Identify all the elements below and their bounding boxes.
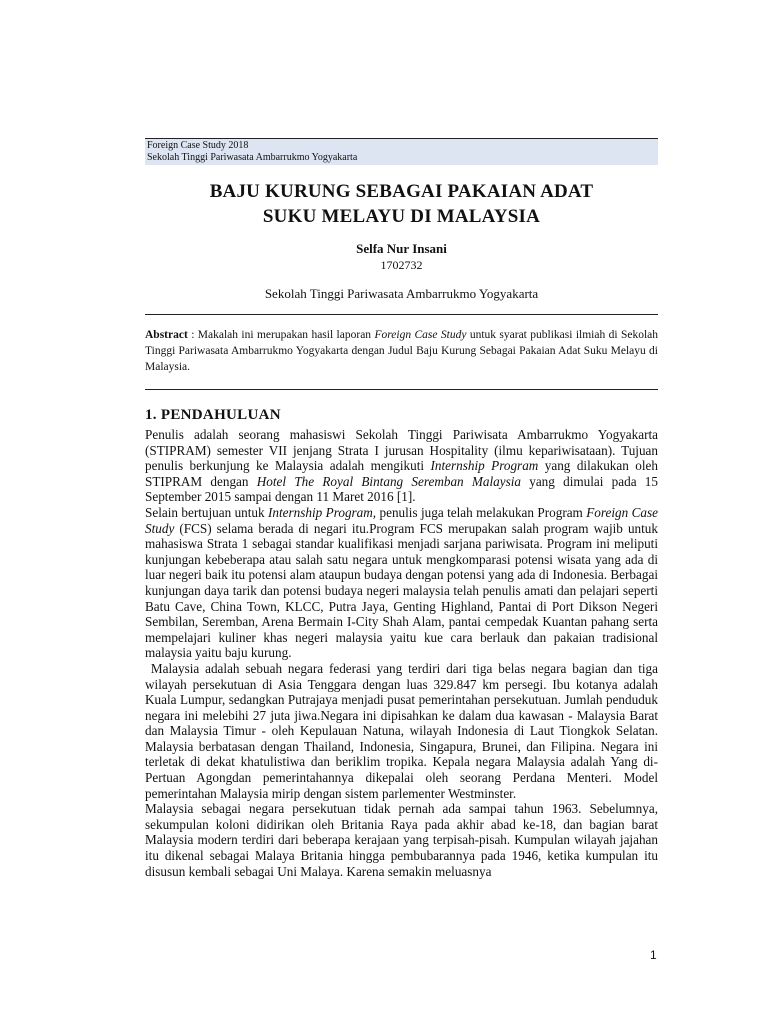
header-line-2: Sekolah Tinggi Pariwasata Ambarrukmo Yogyakarta xyxy=(147,152,358,163)
text-run: yang dilakukan oleh STIPRAM dengan xyxy=(145,458,658,489)
section-heading: 1. PENDAHULUAN xyxy=(145,407,281,423)
running-header xyxy=(145,138,658,165)
italic-run: Foreign Case Study xyxy=(145,504,659,536)
abstract xyxy=(145,327,658,375)
paragraph-1 xyxy=(145,427,658,505)
divider-bottom xyxy=(145,389,658,390)
italic-run: Internship Program, xyxy=(268,504,377,520)
author-affiliation: Sekolah Tinggi Pariwasata Ambarrukmo Yogyakarta xyxy=(264,286,539,301)
paragraph-4: Malaysia sebagai negara persekutuan tidak pernah ada sampai tahun 1963. Sebelumnya, sekumpulan koloni didirikan oleh Britania Raya pada akhir abad ke-18, dan bagian barat Malaysia modern terdiri dari beberapa kerajaan yang terpisah-pisah. Kumpulan wilayah jajahan itu dikenal sebagai Malaya Britania hingga pembubarannya pada 1946, ketika kumpulan itu disusun kembali sebagai Uni Malaya. Karena semakin meluasnya xyxy=(145,801,658,879)
italic-run: Hotel The Royal Bintang Seremban Malaysia xyxy=(256,473,521,489)
paragraph-2 xyxy=(145,505,658,661)
abstract-label: Abstract xyxy=(145,329,188,341)
text-run: (FCS) selama berada di negari itu.Program FCS merupakan salah program wajib untuk mahasiswa Strata 1 sebagai standar kualifikasi menjadi sarjana pariwisata. Program ini meliputi kunjungan kebeberapa atau salah satu negara untuk mengkomparasi potensi wisata yang ada di luar negeri baik itu potensi alam ataupun budaya dengan potensi yang ada di Indonesia. Berbagai kunjungan daya tarik dan potensi budaya negeri malaysia telah penulis amati dan pelajari seperti Batu Cave, China Town, KLCC, Putra Jaya, Genting Highland, Pantai di Port Dikson Negeri Sembilan, Seremban, Arena Bermain I-City Shah Alam, pantai cempedak Kuantan pahang serta mempelajari kuliner khas negeri malaysia yaitu kue cara berlauk dan pakaian tradisional malaysia yaitu baju kurung. xyxy=(145,520,658,661)
page-number: 1 xyxy=(650,948,657,962)
paragraph-3: Malaysia adalah sebuah negara federasi yang terdiri dari tiga belas negara bagian dan tiga wilayah persekutuan di Asia Tenggara dengan luas 329.847 km persegi. Ibu kotanya adalah Kuala Lumpur, sedangkan Putrajaya menjadi pusat pemerintahan persekutuan. Jumlah penduduk negara ini melebihi 27 juta jiwa.Negara ini dipisahkan ke dalam dua kawasan - Malaysia Barat dan Malaysia Timur - oleh Kepulauan Natuna, wilayah Indonesia di Laut Tiongkok Selatan. Malaysia berbatasan dengan Thailand, Indonesia, Singapura, Brunei, dan Filipina. Negara ini terletak di dekat khatulistiwa dan beriklim tropika. Kepala negara Malaysia adalah Yang di-Pertuan Agongdan pemerintahannya dikepalai oleh seorang Perdana Menteri. Model pemerintahan Malaysia mirip dengan sistem parlementer Westminster. xyxy=(145,660,658,801)
text-run: Penulis adalah seorang mahasiswi Sekolah Tinggi Pariwisata Ambarrukmo Yogyakarta (STIPRAM) semester VII jenjang Strata I jurusan Hospitality (ilmu kepariwisataan). Tujuan penulis berkunjung ke Malaysia adalah mengikuti xyxy=(145,427,658,474)
italic-run: Internship Program xyxy=(430,458,539,474)
paper-title-line-1: BAJU KURUNG SEBAGAI PAKAIAN ADAT xyxy=(209,181,594,202)
divider-top xyxy=(145,314,658,315)
paper-title-line-2: SUKU MELAYU DI MALAYSIA xyxy=(262,206,541,227)
abstract-text-1: : Makalah ini merupakan hasil laporan xyxy=(187,329,375,341)
abstract-text-2: untuk syarat publikasi ilmiah di Sekolah Tinggi Pariwasata Ambarrukmo Yogyakarta dengan Judul Baju Kurung Sebagai Pakaian Adat Suku Melayu di Malaysia. xyxy=(145,329,659,373)
author-id: 1702732 xyxy=(380,258,423,272)
text-run: penulis juga telah melakukan Program xyxy=(376,504,587,520)
text-run: yang dimulai pada 15 September 2015 sampai dengan 11 Maret 2016 [1]. xyxy=(145,473,658,505)
text-run: Selain bertujuan untuk xyxy=(145,504,269,520)
body-text xyxy=(145,427,658,879)
abstract-italic: Foreign Case Study xyxy=(374,329,467,341)
header-line-1: Foreign Case Study 2018 xyxy=(147,140,249,151)
author-name: Selfa Nur Insani xyxy=(356,241,447,256)
